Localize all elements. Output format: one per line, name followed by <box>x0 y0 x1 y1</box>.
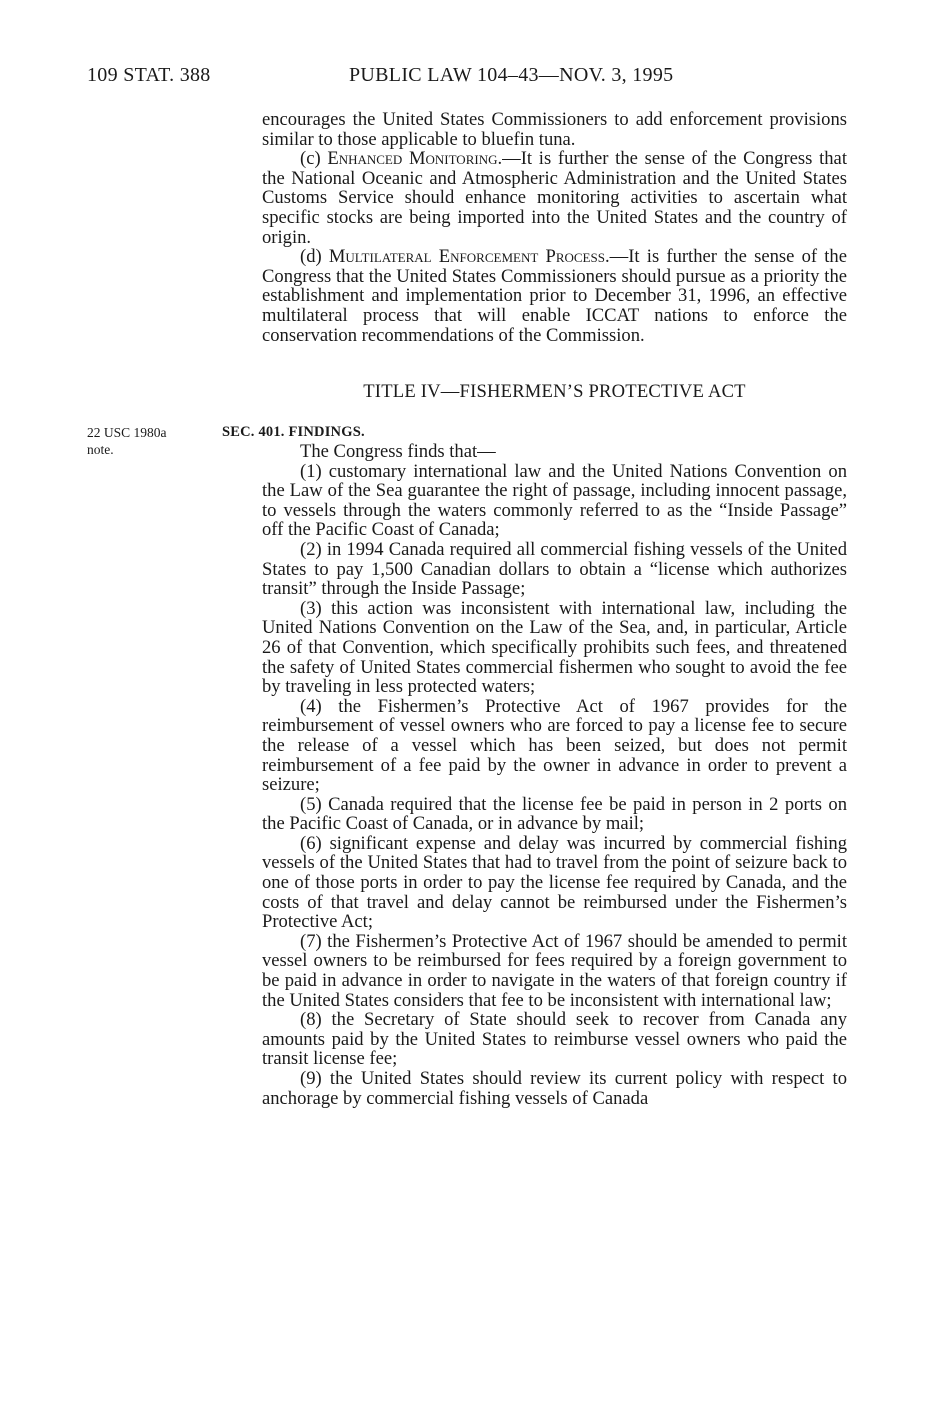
page-header <box>87 64 847 88</box>
finding-item-8: (8) the Secretary of State should seek to recover from Canada any amounts paid by the United States to reimburse vessel owners who paid the transit license fee; <box>262 1009 847 1070</box>
subsection-text-d: .—It is further the sense of the Congress that the United States Commissioners should pursue as a priority the establishment and implementation prior to December 31, 1996, an effective multilateral process that will enable ICCAT nations to enforce the conservation recommendations of the Commission. <box>262 246 847 346</box>
finding-item-4: (4) the Fishermen’s Protective Act of 1967 provides for the reimbursement of vessel owners who are forced to pay a license fee to secure the release of a vessel which has been seized, but does not permit reimbursement of a fee paid by the owner in advance in order to prevent a seizure; <box>262 695 847 796</box>
margin-note-citation: 22 USC 1980a <box>87 425 167 440</box>
margin-note-label: note. <box>87 442 114 457</box>
finding-item-3: (3) this action was inconsistent with international law, including the United Nations Convention on the Law of the Sea, and, in particular, Article 26 of that Convention, which specifically prohibits such fees, and threatened the safety of United States commercial fishermen who sought to avoid the fee by traveling in less protected waters; <box>262 597 847 698</box>
finding-item-5: (5) Canada required that the license fee be paid in person in 2 ports on the Pacific Coast of Canada, or in advance by mail; <box>262 793 847 835</box>
subsection-text-c: .—It is further the sense of the Congress that the National Oceanic and Atmospheric Administration and the United States Customs Service should enhance monitoring activities to ascertain what specific stocks are being imported into the United States and the country of origin. <box>262 148 847 248</box>
subsection-heading-c: Enhanced Monitoring <box>327 148 498 170</box>
finding-item-7: (7) the Fishermen’s Protective Act of 1967 should be amended to permit vessel owners to be reimbursed for fees required by a foreign government to be paid in advance in order to navigate in the waters of that foreign country if the United States considers that fee to be inconsistent with international law; <box>262 930 847 1011</box>
subsection-label-c: (c) <box>300 148 328 170</box>
section-heading: SEC. 401. FINDINGS. <box>222 424 365 440</box>
title-heading: TITLE IV—FISHERMEN’S PROTECTIVE ACT <box>363 381 746 402</box>
findings-text <box>262 442 847 1108</box>
finding-item-1: (1) customary international law and the United Nations Convention on the Law of the Sea guarantee the right of passage, including innocent passage, to vessels through the waters commonly referred to as the “Inside Passage” off the Pacific Coast of Canada; <box>262 460 847 541</box>
paragraph-enhanced-monitoring <box>262 149 847 247</box>
finding-item-9: (9) the United States should review its current policy with respect to anchorage by commercial fishing vessels of Canada <box>262 1068 847 1109</box>
findings-intro: The Congress finds that— <box>300 441 496 462</box>
finding-item-2: (2) in 1994 Canada required all commercial fishing vessels of the United States to pay 1,500 Canadian dollars to obtain a “license which authorizes transit” through the Inside Passage; <box>262 538 847 600</box>
finding-item-6: (6) significant expense and delay was incurred by commercial fishing vessels of the United States that had to travel from the point of seizure back to one of those ports in order to pay the license fee required by Canada, and the costs of that travel and delay cannot be reimbursed under the Fishermen’s Protective Act; <box>262 832 847 933</box>
continuation-text <box>262 110 847 345</box>
paragraph-multilateral-enforcement <box>262 247 847 345</box>
paragraph-continuation: encourages the United States Commissioners to add enforcement provisions similar to those applicable to bluefin tuna. <box>262 109 847 150</box>
subsection-heading-d: Multilateral Enforcement Process <box>328 246 605 268</box>
margin-note <box>87 424 197 458</box>
stat-page-number: 109 STAT. 388 <box>87 64 211 86</box>
public-law-citation: PUBLIC LAW 104–43—NOV. 3, 1995 <box>349 64 674 86</box>
subsection-label-d: (d) <box>300 246 329 268</box>
